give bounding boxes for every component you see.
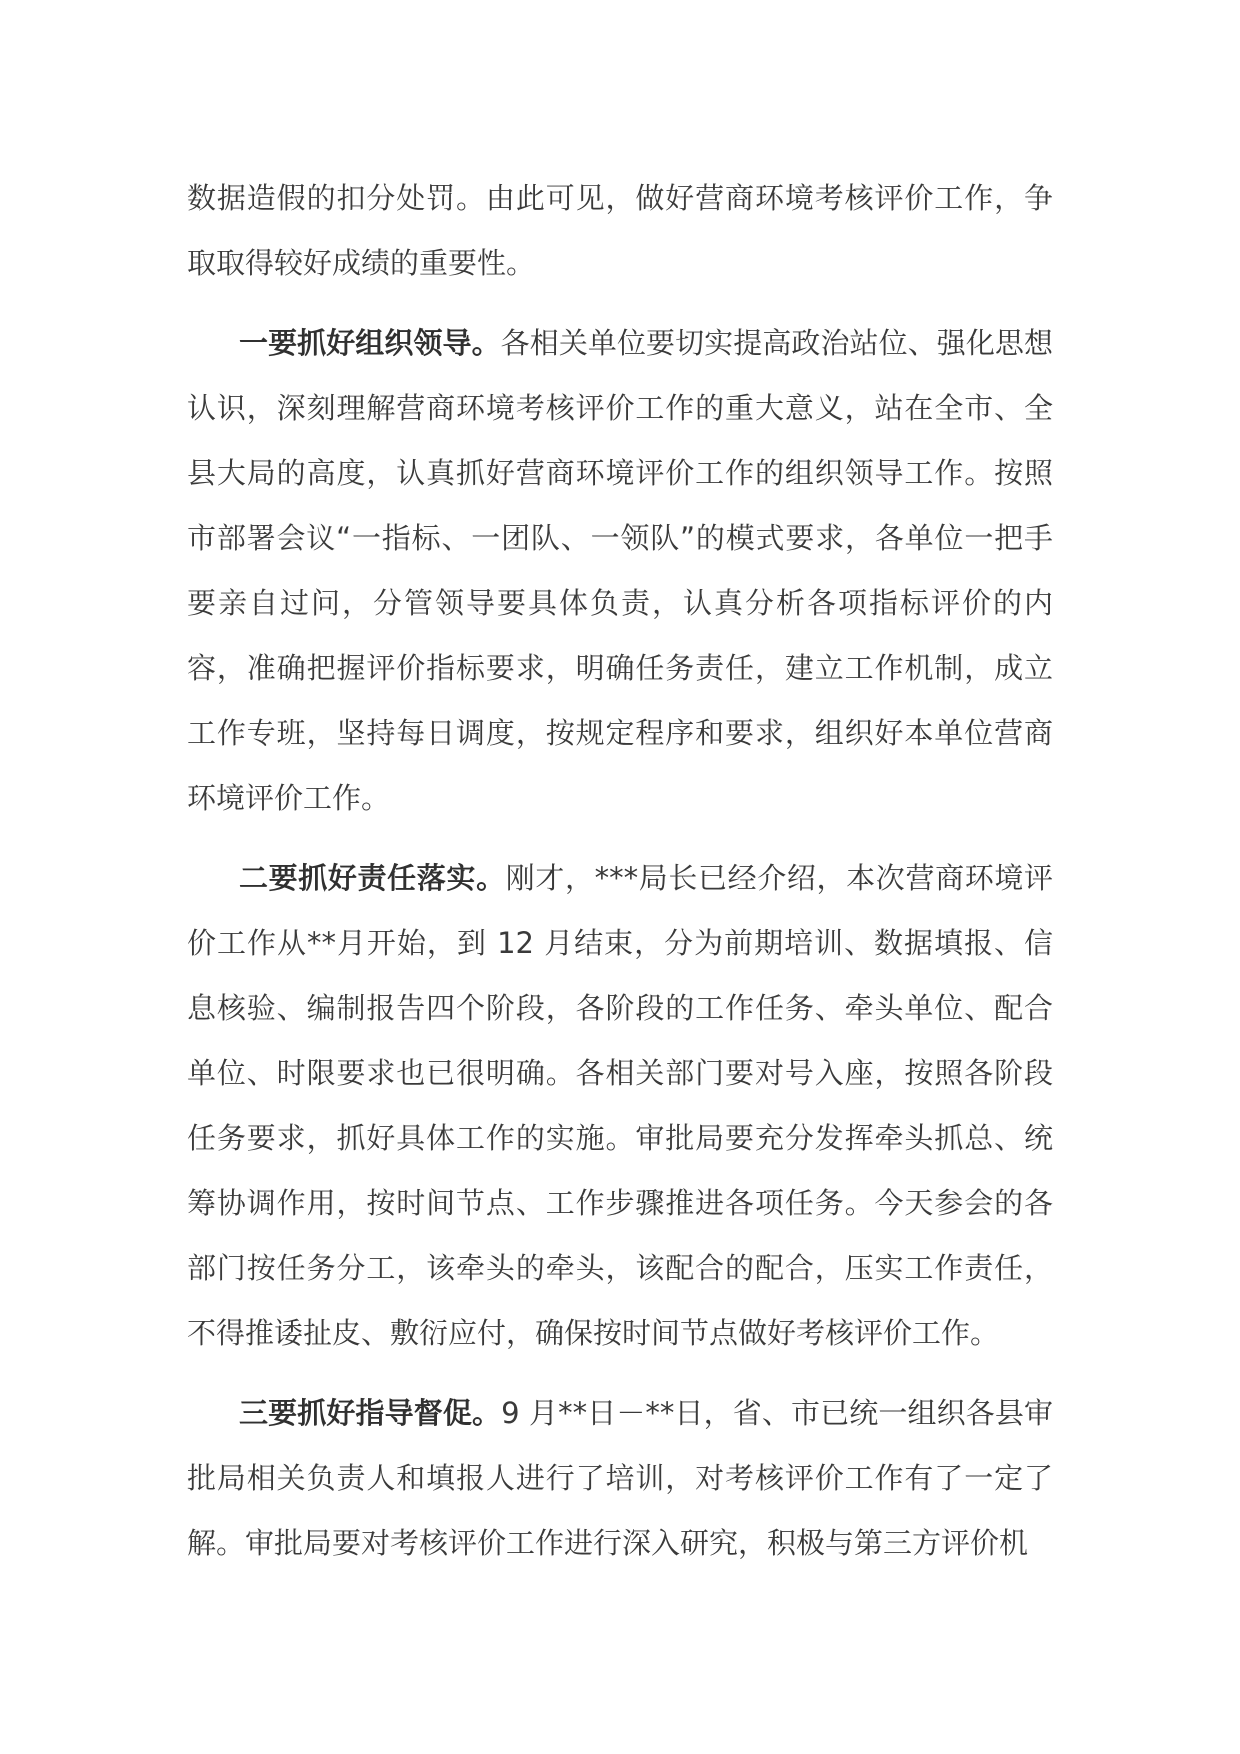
paragraph-continued: [187, 166, 1053, 296]
paragraph-lead-heading: 三要抓好指导督促。: [239, 1396, 502, 1430]
document-body: [187, 166, 1053, 1591]
paragraph-text: 各相关单位要切实提高政治站位、强化思想认识，深刻理解营商环境考核评价工作的重大意义，站在全市、全县大局的高度，认真抓好营商环境评价工作的组织领导工作。按照市部署会议“一指标、一团队、一领队”的模式要求，各单位一把手要亲自过问，分管领导要具体负责，认真分析各项指标评价的内容，准确把握评价指标要求，明确任务责任，建立工作机制，成立工作专班，坚持每日调度，按规定程序和要求，组织好本单位营商环境评价工作。: [187, 326, 1053, 815]
paragraph-text: 刚才，***局长已经介绍，本次营商环境评价工作从**月开始，到 12 月结束，分为前期培训、数据填报、信息核验、编制报告四个阶段，各阶段的工作任务、牵头单位、配合单位、时限要求也已很明确。各相关部门要对号入座，按照各阶段任务要求，抓好具体工作的实施。审批局要充分发挥牵头抓总、统筹协调作用，按时间节点、工作步骤推进各项任务。今天参会的各部门按任务分工，该牵头的牵头，该配合的配合，压实工作责任，不得推诿扯皮、敷衍应付，确保按时间节点做好考核评价工作。: [187, 861, 1053, 1350]
paragraph-lead-heading: 二要抓好责任落实。: [239, 861, 506, 895]
paragraph-organization-leadership: [187, 311, 1053, 831]
paragraph-lead-heading: 一要抓好组织领导。: [239, 326, 501, 360]
paragraph-responsibility: [187, 846, 1053, 1366]
paragraph-guidance-supervision: [187, 1381, 1053, 1576]
paragraph-text: 数据造假的扣分处罚。由此可见，做好营商环境考核评价工作，争取取得较好成绩的重要性。: [187, 181, 1053, 280]
paragraph-text: 9 月**日－**日，省、市已统一组织各县审批局相关负责人和填报人进行了培训，对考核评价工作有了一定了解。审批局要对考核评价工作进行深入研究，积极与第三方评价机: [187, 1396, 1053, 1560]
